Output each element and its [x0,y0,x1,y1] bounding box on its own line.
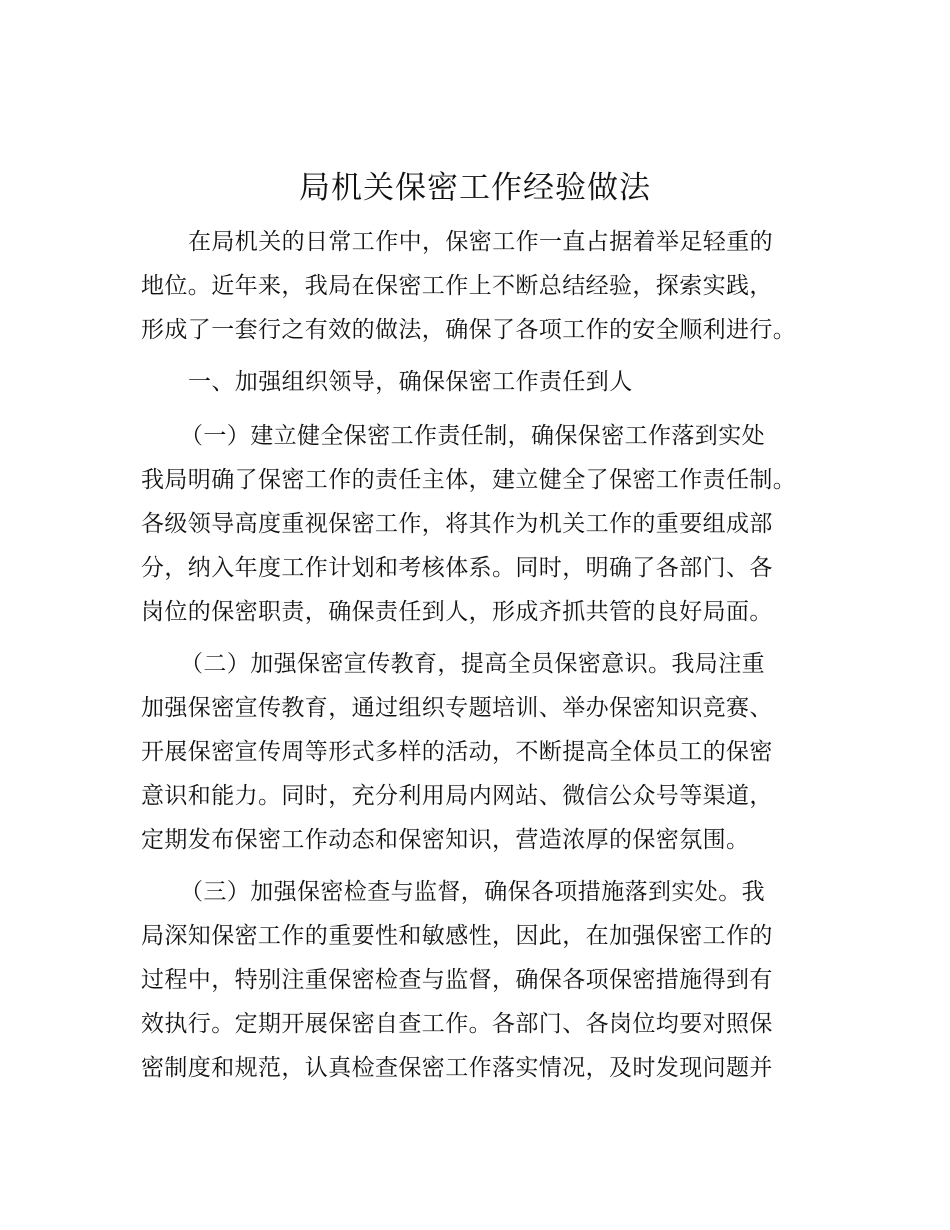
paragraph-line: 开展保密宣传周等形式多样的活动，不断提高全体员工的保密 [141,739,773,765]
section-heading: 一、加强组织领导，确保保密工作责任到人 [188,369,633,395]
paragraph-line: 意识和能力。同时，充分利用局内网站、微信公众号等渠道， [141,783,773,809]
paragraph-line: 在局机关的日常工作中，保密工作一直占据着举足轻重的 [188,229,773,255]
paragraph-line: （二）加强保密宣传教育，提高全员保密意识。我局注重 [180,651,765,677]
paragraph-line: 过程中，特别注重保密检查与监督，确保各项保密措施得到有 [141,967,773,993]
paragraph-line: 我局明确了保密工作的责任主体，建立健全了保密工作责任制。 [141,467,797,493]
paragraph-line: 密制度和规范，认真检查保密工作落实情况，及时发现问题并 [141,1055,773,1081]
paragraph-line: （三）加强保密检查与监督，确保各项措施落到实处。我 [180,879,765,905]
paragraph-line: 局深知保密工作的重要性和敏感性，因此，在加强保密工作的 [141,923,773,949]
paragraph-line: 效执行。定期开展保密自查工作。各部门、各岗位均要对照保 [141,1011,773,1037]
document-title: 局机关保密工作经验做法 [299,170,651,206]
subsection-heading: （一）建立健全保密工作责任制，确保保密工作落到实处 [180,423,765,449]
paragraph-line: 岗位的保密职责，确保责任到人，形成齐抓共管的良好局面。 [141,599,773,625]
paragraph-line: 各级领导高度重视保密工作，将其作为机关工作的重要组成部 [141,511,773,537]
paragraph-line: 地位。近年来，我局在保密工作上不断总结经验，探索实践， [141,273,773,299]
paragraph-line: 分，纳入年度工作计划和考核体系。同时，明确了各部门、各 [141,555,773,581]
paragraph-line: 定期发布保密工作动态和保密知识，营造浓厚的保密氛围。 [141,827,750,853]
paragraph-line: 形成了一套行之有效的做法，确保了各项工作的安全顺利进行。 [141,317,797,343]
paragraph-line: 加强保密宣传教育，通过组织专题培训、举办保密知识竞赛、 [141,695,773,721]
